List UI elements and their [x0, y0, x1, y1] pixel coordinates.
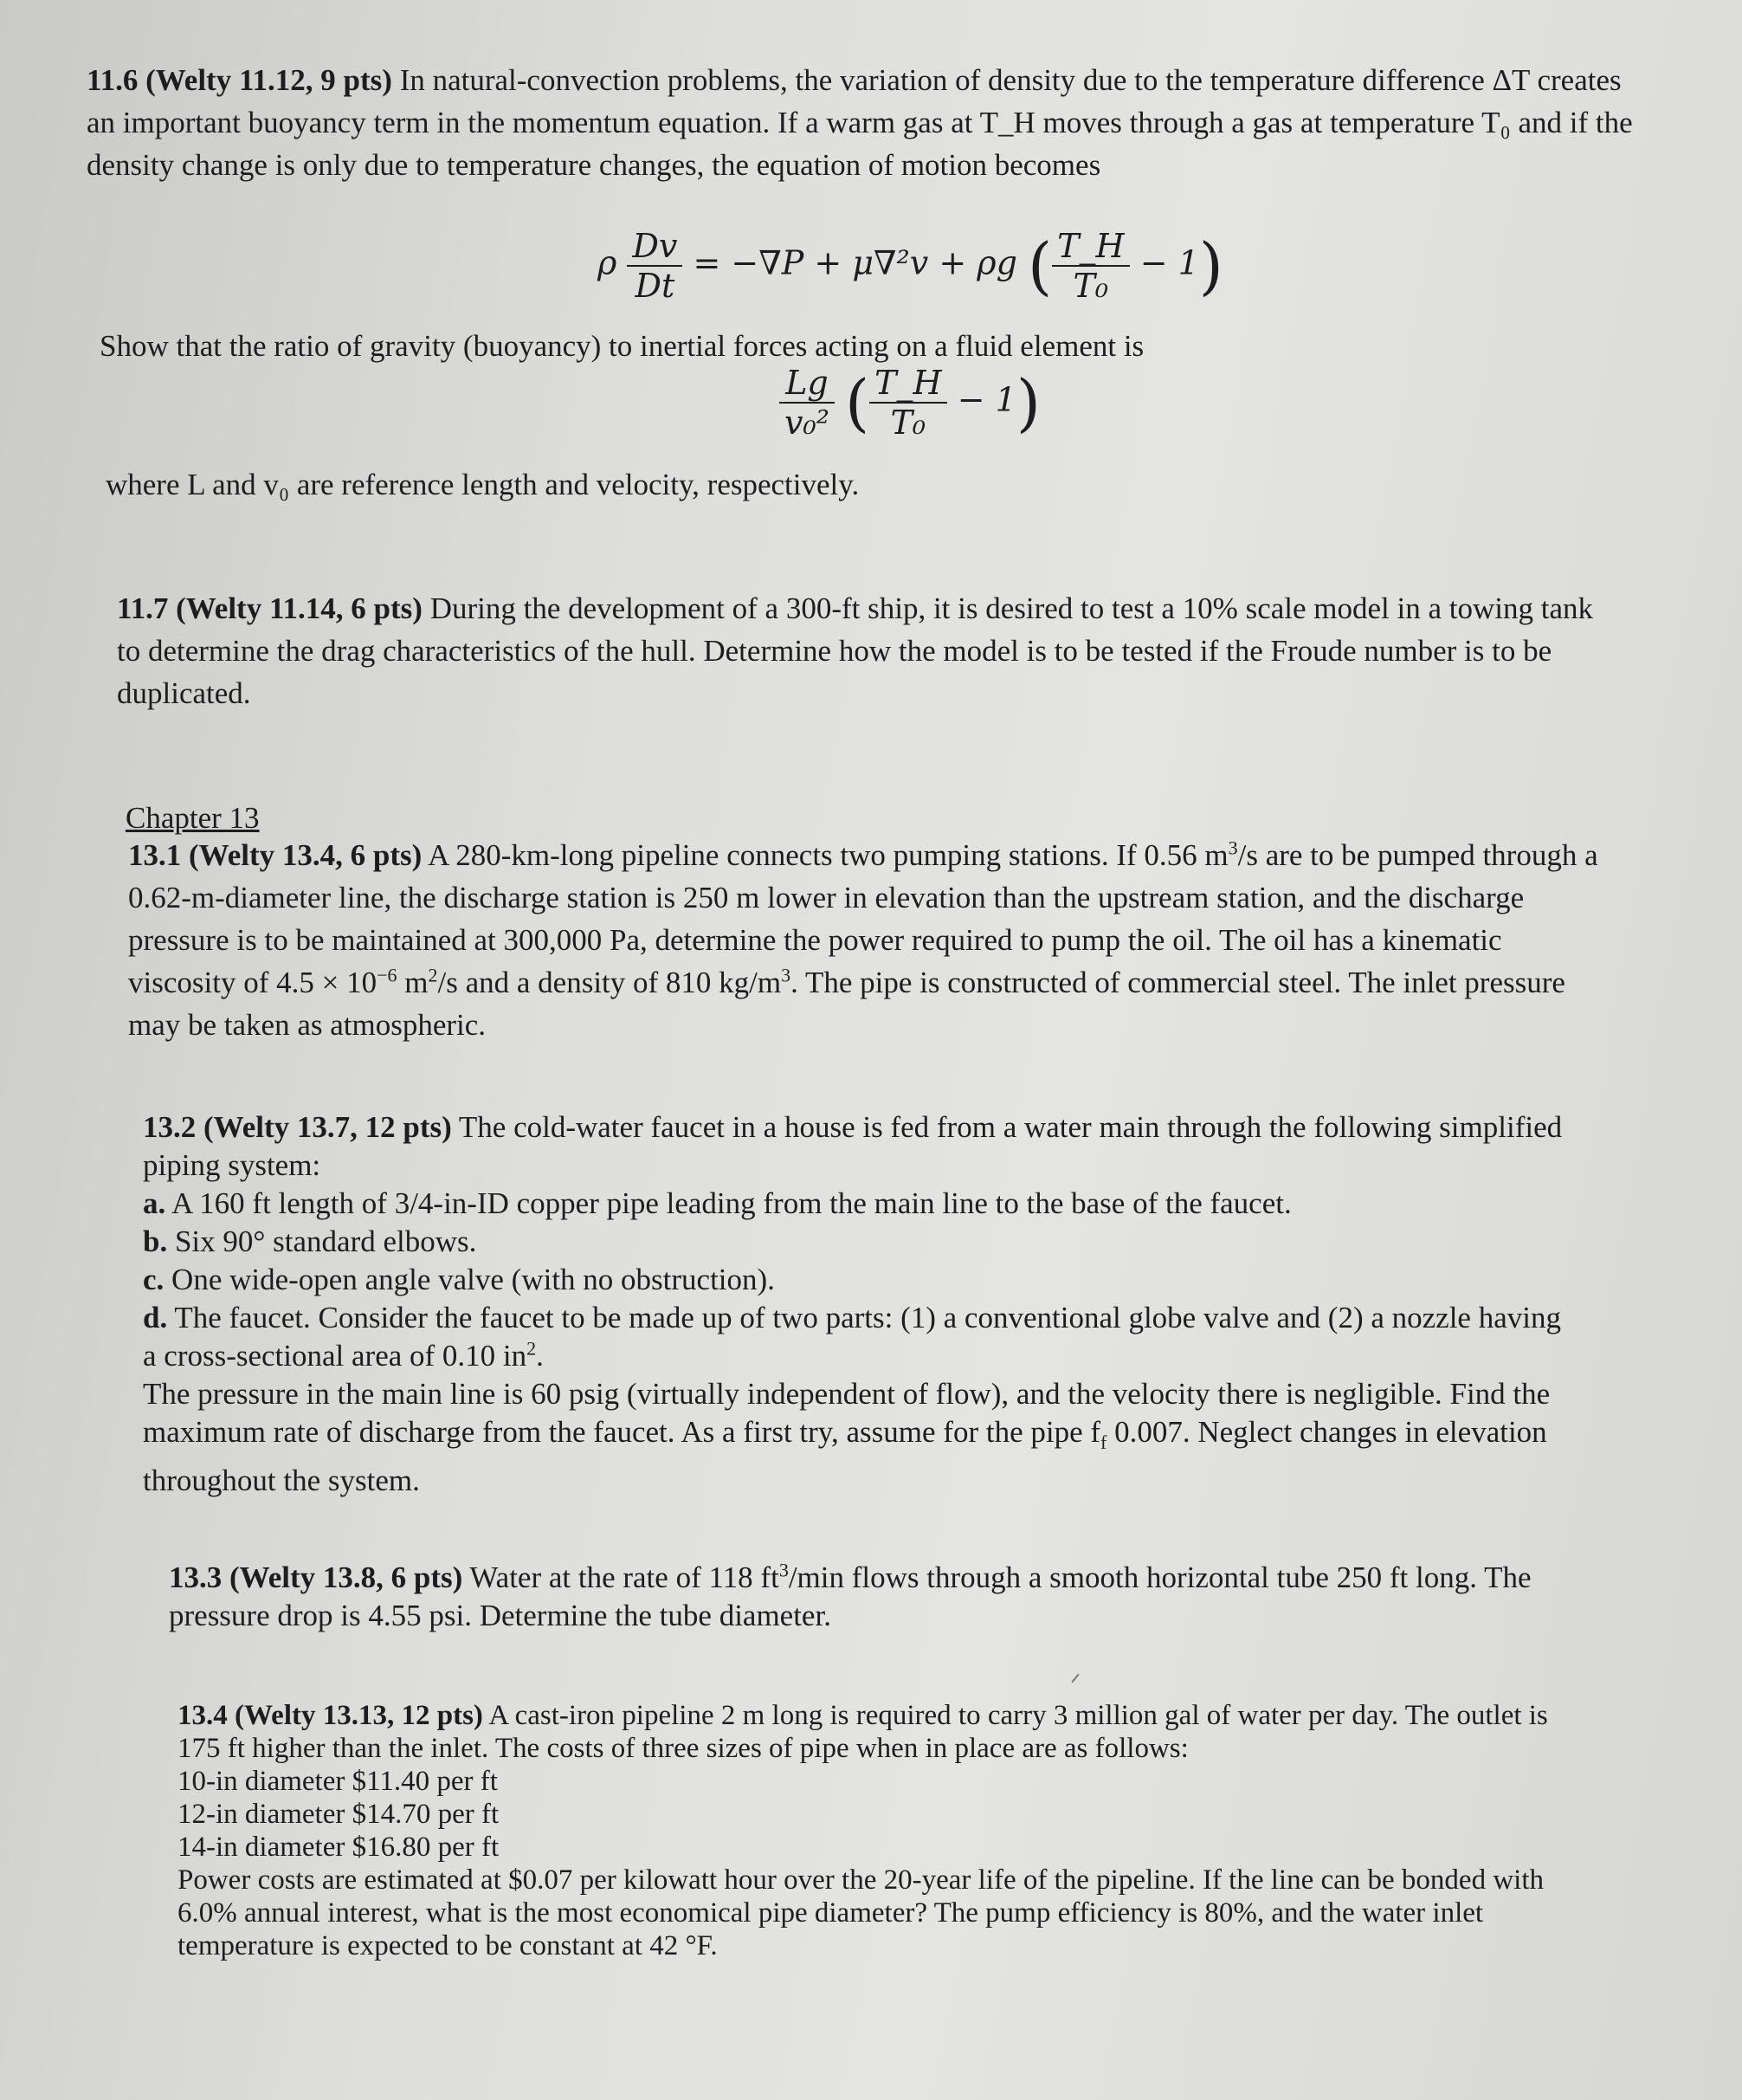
list-item: b. Six 90° standard elbows. [143, 1224, 477, 1258]
temperature-ratio-2: $\frac{T\_H}{\text{T₀}}$ [869, 364, 946, 442]
problem-heading: 13.4 (Welty 13.13, 12 pts) [177, 1700, 483, 1731]
problem-heading: 13.3 (Welty 13.8, 6 pts) [169, 1560, 463, 1594]
problem-11-6-show: Show that the ratio of gravity (buoyancy) to inertial forces acting on a fluid element is [100, 329, 1145, 363]
list-item: d. The faucet. Consider the faucet to be made up of two parts: (1) a conventional globe valve and (2) a nozzle having a cross-sectional area of 0.10 $in^2$. [143, 1301, 1561, 1373]
problem-11-6 [87, 59, 1645, 186]
problem-13-2: 13.2 (Welty 13.7, 12 pts) The cold-water faucet in a house is fed from a water main through the following simplified piping system: a. A 160 ft length of 3/4-in-ID copper pipe leading from the main line to the base of the faucet. b. Six 90° standard elbows. c. One wide-open angle valve (with no obstruction). d. The faucet. Consider the faucet to be made up of two parts: (1) a conventional globe valve and (2) a nozzle having a cross-sectional area of 0.10 $in^2$. The pressure in the main line is 60 psig (virtually independent of flow), and the velocity there is negligible. Find the maximum rate of discharge from the faucet. As a first try, assume for the pipe $f_f$ 0.007. Neglect changes in elevation throughout the system. [143, 1108, 1563, 1500]
problem-heading: 11.7 (Welty 11.14, 6 pts) [117, 591, 423, 625]
problem-heading: 13.1 (Welty 13.4, 6 pts) [128, 838, 423, 872]
chapter-heading: Chapter 13 [126, 801, 260, 835]
problem-13-4: 13.4 (Welty 13.13, 12 pts) A cast-iron pipeline 2 m long is required to carry 3 million gal of water per day. The outlet is 175 ft higher than the inlet. The costs of three sizes of pipe when in place are as follows: 10-in diameter $11.40 per ft 12-in diameter $14.70 per ft 14-in diameter $16.80 per ft Power costs are estimated at $0.07 per kilowatt hour over the 20-year life of the pipeline. If the line can be bonded with 6.0% annual interest, what is the most economical pipe diameter? The pump efficiency is 80%, and the water inlet temperature is expected to be constant at 42 °F. [177, 1699, 1563, 1962]
ratio-equation: $\frac{Lg}{\text{v₀²}}$ ( $\frac{T\_H}{\text{T₀}}$ − 1) [779, 364, 1041, 442]
lg-over-v0-squared: $\frac{Lg}{\text{v₀²}}$ [779, 364, 835, 442]
stray-pen-mark [1071, 1674, 1079, 1683]
problem-13-3: 13.3 (Welty 13.8, 6 pts) Water at the rate of 118 $ft^3/\min$ flows through a smooth horizontal tube 250 ft long. The pressure drop is 4.55 psi. Determine the tube diameter. [169, 1559, 1532, 1632]
cost-line: 12-in diameter $14.70 per ft [177, 1799, 500, 1830]
problem-heading: 13.2 (Welty 13.7, 12 pts) [143, 1110, 452, 1144]
cost-line: 14-in diameter $16.80 per ft [177, 1832, 500, 1863]
material-derivative-fraction: $\frac{Dv}{Dt}$ [627, 227, 682, 305]
problem-13-2-closing: The pressure in the main line is 60 psig (virtually independent of flow), and the velocity there is negligible. Find the maximum rate of discharge from the faucet. As a first try, assume for the pipe $f_f$ 0.007. Neglect changes in elevation throughout the system. [143, 1377, 1551, 1497]
list-item: a. A 160 ft length of 3/4-in-ID copper pipe leading from the main line to the base of the faucet. [143, 1186, 1292, 1220]
problem-13-4-closing: Power costs are estimated at $0.07 per kilowatt hour over the 20-year life of the pipeline. If the line can be bonded with 6.0% annual interest, what is the most economical pipe diameter? The pump efficiency is 80%, and the water inlet temperature is expected to be constant at 42 °F. [177, 1864, 1544, 1961]
cost-line: 10-in diameter $11.40 per ft [177, 1766, 498, 1797]
problem-11-7: 11.7 (Welty 11.14, 6 pts) During the development of a 300-ft ship, it is desired to test a 10% scale model in a towing tank to determine the drag characteristics of the hull. Determine how the model is to be tested if the Froude number is to be duplicated. [117, 591, 1594, 710]
temperature-ratio: $\frac{T\_H}{\text{T₀}}$ [1052, 227, 1129, 305]
list-item: c. One wide-open angle valve (with no obstruction). [143, 1263, 775, 1296]
momentum-equation: ρ $\frac{Dv}{Dt}$ = −∇P + μ∇²v + ρg ( $\frac{T\_H}{\text{T₀}}$ − 1) [597, 227, 1223, 305]
problem-13-1: 13.1 (Welty 13.4, 6 pts) A 280-km-long pipeline connects two pumping stations. If 0.56 $m^3/s$ are to be pumped through a 0.62-m-diameter line, the discharge station is 250 m lower in elevation than the upstream station, and the discharge pressure is to be maintained at 300,000 Pa, determine the power required to pump the oil. The oil has a kinematic viscosity of $4.5 \times 10^{-6}$ $m^2/s$ and a density of 810 $kg/m^3$. The pipe is constructed of commercial steel. The inlet pressure may be taken as atmospheric. [128, 837, 1598, 1042]
problem-11-6-where: where L and v₀ are reference length and velocity, respectively. [106, 468, 860, 501]
problem-heading: 11.6 (Welty 11.12, 9 pts) [87, 63, 392, 97]
problem-11-6-intro: 11.6 (Welty 11.12, 9 pts) In natural-convection problems, the variation of density due to the temperature difference ΔT creates an important buoyancy term in the momentum equation. If a warm gas at T_H moves through a gas at temperature T₀ and if the density change is only due to temperature changes, the equation of motion becomes [87, 63, 1633, 182]
